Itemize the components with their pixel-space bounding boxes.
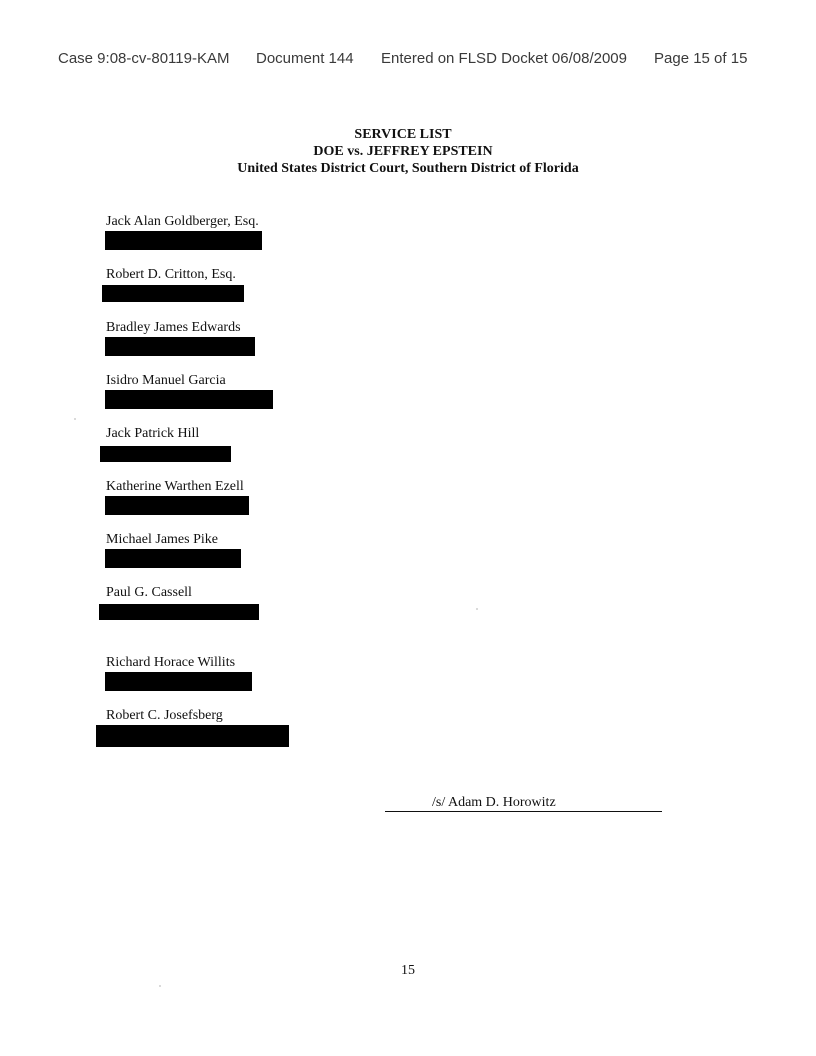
- list-item: [0, 426, 400, 466]
- attorney-name: Paul G. Cassell: [106, 585, 192, 600]
- attorney-name: Jack Patrick Hill: [106, 426, 200, 441]
- scan-speck: [159, 985, 161, 987]
- redaction-block: [105, 231, 262, 250]
- signature-line: [385, 795, 662, 812]
- redaction-block: [105, 549, 241, 568]
- title-service-list: SERVICE LIST: [354, 127, 452, 142]
- redaction-block: [105, 672, 252, 691]
- title-court: United States District Court, Southern District of Florida: [237, 161, 579, 176]
- header-case-number: Case 9:08-cv-80119-KAM: [58, 50, 230, 67]
- list-item: [0, 373, 400, 413]
- redaction-block: [102, 285, 244, 302]
- attorney-name: Robert D. Critton, Esq.: [106, 267, 236, 282]
- header-entered-date: Entered on FLSD Docket 06/08/2009: [381, 50, 627, 67]
- redaction-block: [99, 604, 259, 620]
- signature: /s/ Adam D. Horowitz: [432, 795, 556, 810]
- header-page-count: Page 15 of 15: [654, 50, 748, 67]
- attorney-name: Jack Alan Goldberger, Esq.: [106, 214, 259, 229]
- attorney-name: Richard Horace Willits: [106, 655, 236, 670]
- redaction-block: [105, 496, 249, 515]
- redaction-block: [105, 337, 255, 356]
- list-item: [0, 655, 400, 695]
- document-title: [0, 126, 816, 177]
- title-case-caption: DOE vs. JEFFREY EPSTEIN: [313, 144, 493, 159]
- list-item: [0, 479, 400, 519]
- list-item: [0, 320, 400, 360]
- attorney-name: Katherine Warthen Ezell: [106, 479, 244, 494]
- list-item: [0, 532, 400, 572]
- header-document-number: Document 144: [256, 50, 354, 67]
- page-number: 15: [401, 963, 415, 978]
- attorney-name: Michael James Pike: [106, 532, 218, 547]
- redaction-block: [96, 725, 289, 747]
- attorney-name: Robert C. Josefsberg: [106, 708, 223, 723]
- list-item: [0, 267, 400, 307]
- scan-speck: [476, 608, 478, 610]
- list-item: [0, 214, 400, 254]
- attorney-name: Bradley James Edwards: [106, 320, 241, 335]
- list-item: [0, 708, 400, 748]
- scan-speck: [74, 418, 76, 420]
- redaction-block: [100, 446, 231, 462]
- list-item: [0, 585, 400, 625]
- attorney-name: Isidro Manuel Garcia: [106, 373, 226, 388]
- redaction-block: [105, 390, 273, 409]
